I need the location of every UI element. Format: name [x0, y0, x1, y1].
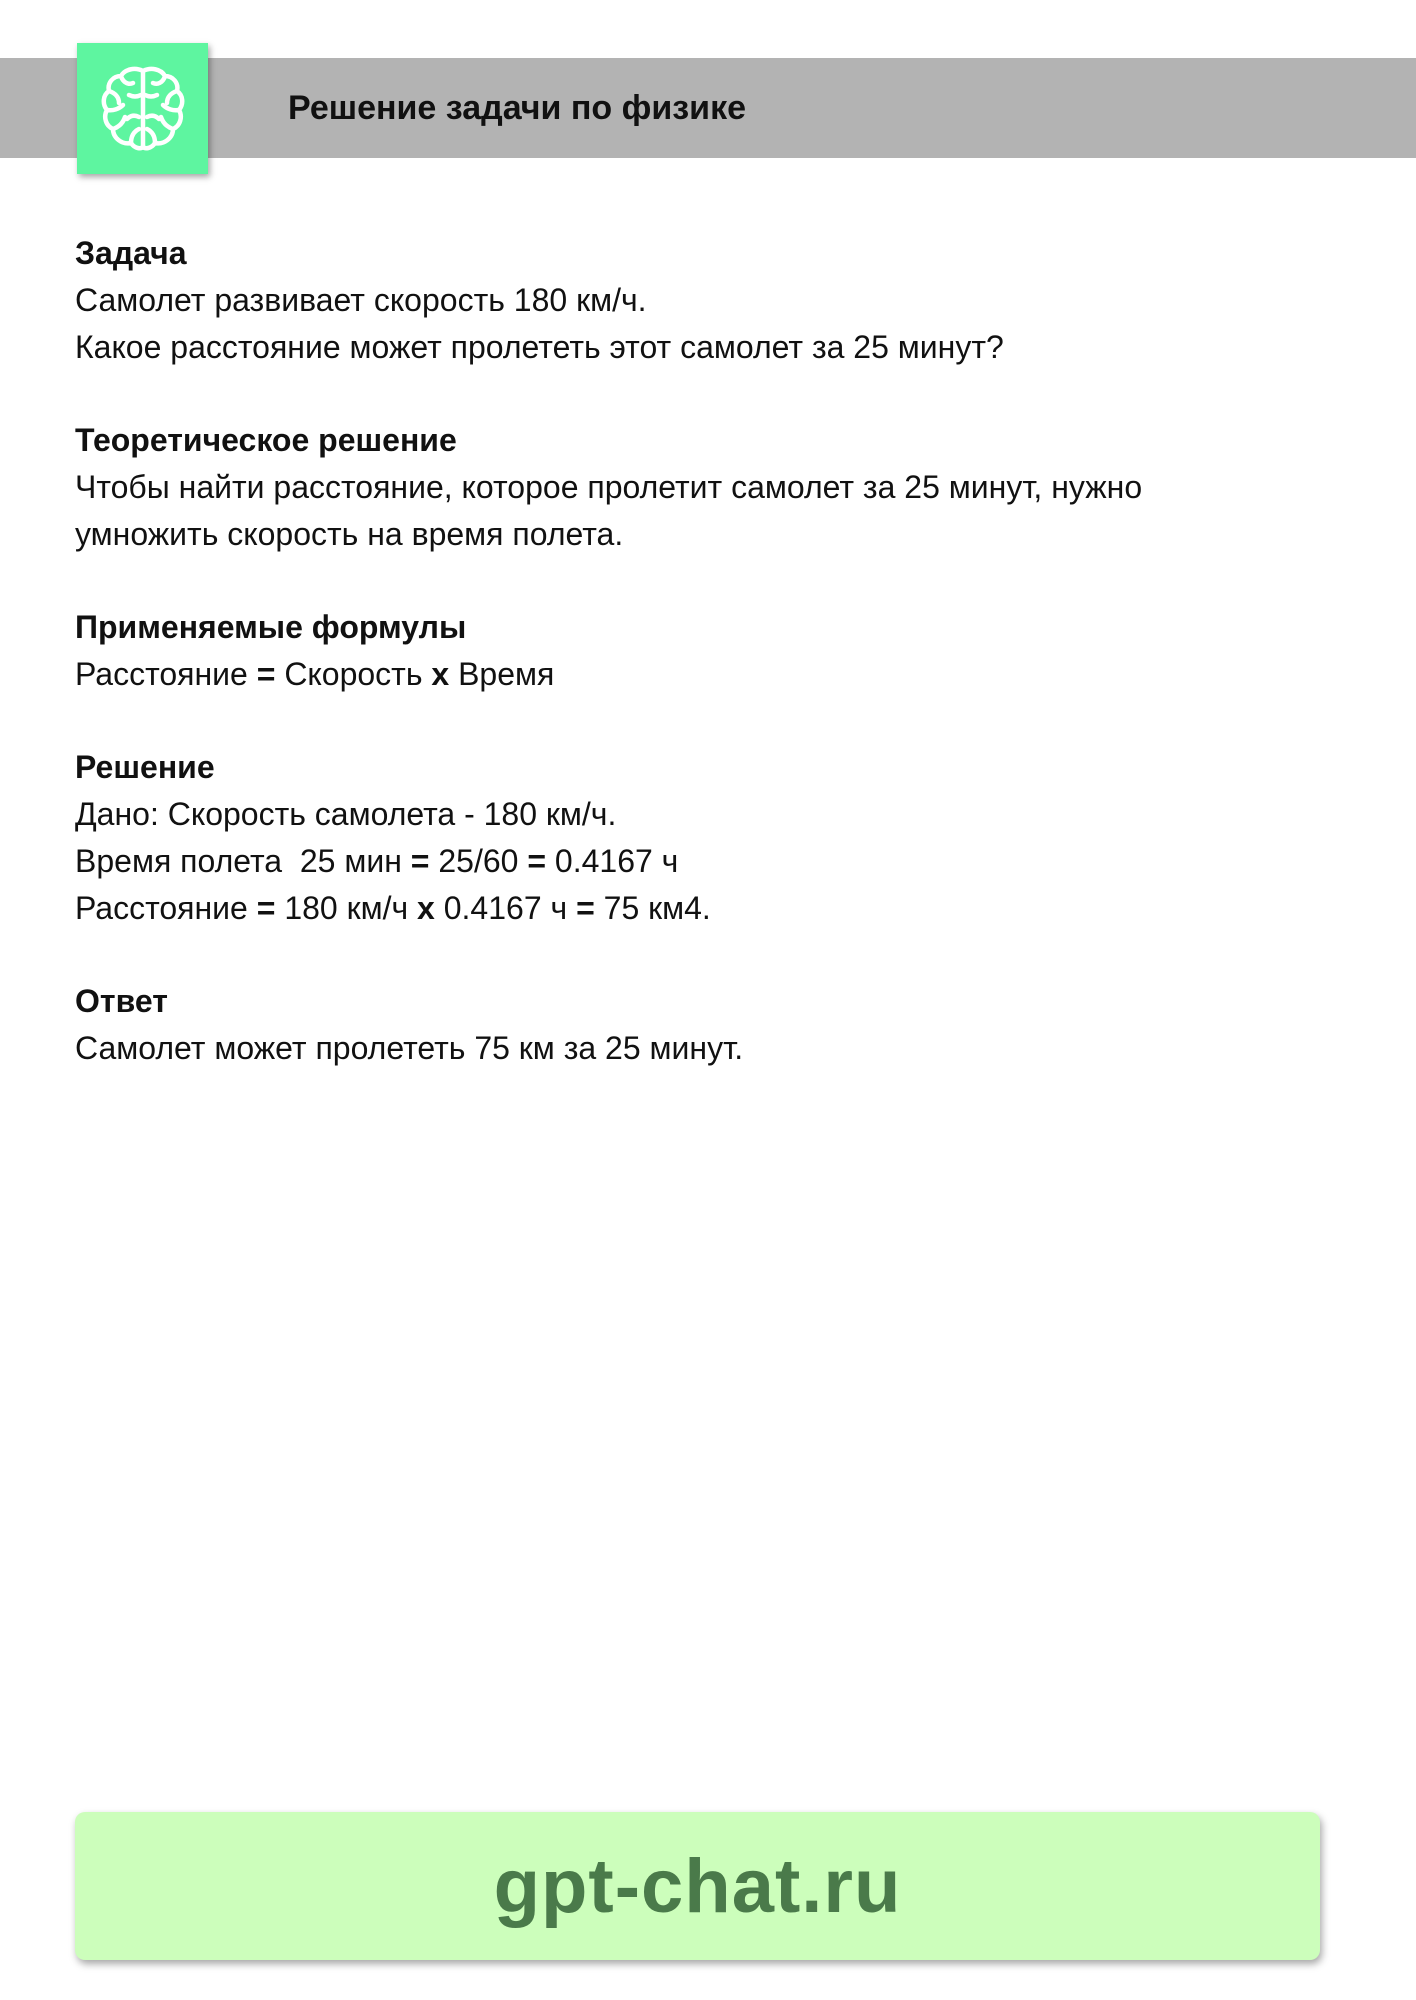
equals-operator: =	[256, 656, 276, 692]
equals-operator: =	[410, 843, 430, 879]
multiply-operator: x	[417, 890, 435, 926]
solution-heading: Решение	[75, 749, 215, 785]
task-line: Какое расстояние может пролететь этот самолет за 25 минут?	[75, 329, 1004, 365]
equals-operator: =	[576, 890, 595, 926]
equals-operator: =	[527, 843, 547, 879]
formula-term: Расстояние	[75, 656, 257, 692]
formula-term: Скорость	[275, 656, 432, 692]
logo	[77, 43, 208, 174]
theory-heading: Теоретическое решение	[75, 422, 457, 458]
solution-given-line: Дано: Скорость самолета - 180 км/ч.	[75, 796, 617, 832]
solution-term: 25/60	[429, 843, 528, 879]
answer-heading: Ответ	[75, 983, 168, 1019]
formula-term: Время	[449, 656, 555, 692]
solution-term: Время полета 25 мин	[75, 843, 411, 879]
brain-icon	[95, 61, 191, 157]
answer-line: Самолет может пролететь 75 км за 25 минут.	[75, 1030, 744, 1066]
task-line: Самолет развивает скорость 180 км/ч.	[75, 282, 647, 318]
solution-distance-line	[75, 885, 1335, 932]
multiply-operator: x	[431, 656, 450, 692]
theory-section	[75, 417, 1335, 558]
solution-term: Расстояние	[75, 890, 257, 926]
equals-operator: =	[256, 890, 276, 926]
solution-time-line	[75, 838, 1335, 885]
solution-section	[75, 744, 1335, 932]
solution-term: 0.4167 ч	[546, 843, 679, 879]
footer-banner[interactable]	[75, 1812, 1320, 1960]
solution-term: 75 км4.	[594, 890, 711, 926]
formulas-heading: Применяемые формулы	[75, 609, 467, 645]
task-heading: Задача	[75, 235, 187, 271]
footer-site-link[interactable]: gpt-chat.ru	[493, 1843, 902, 1929]
theory-line: умножить скорость на время полета.	[75, 516, 624, 552]
solution-term: 180 км/ч	[275, 890, 418, 926]
formulas-section	[75, 604, 1335, 698]
answer-section	[75, 978, 1335, 1072]
task-section	[75, 230, 1335, 371]
formula-line	[75, 651, 1335, 698]
document-body	[75, 230, 1335, 1118]
page-title: Решение задачи по физике	[288, 89, 747, 127]
theory-line: Чтобы найти расстояние, которое пролетит самолет за 25 минут, нужно	[75, 469, 1143, 505]
solution-term: 0.4167 ч	[434, 890, 577, 926]
